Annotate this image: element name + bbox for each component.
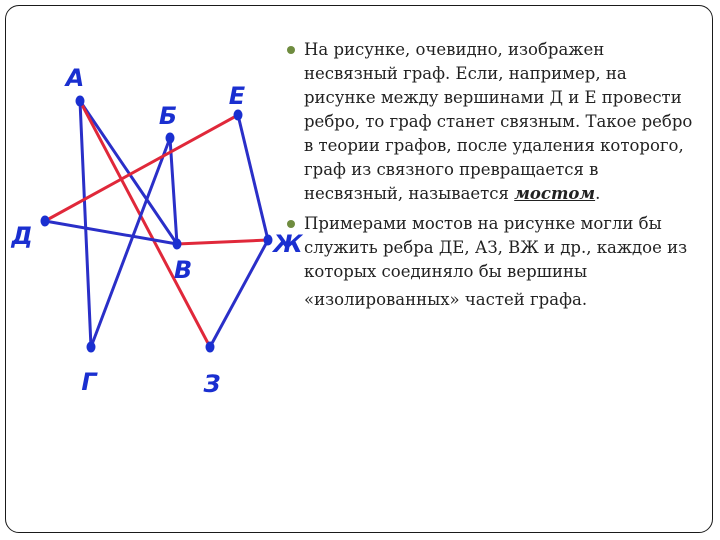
vertex-d — [41, 216, 50, 227]
text-block — [287, 38, 702, 316]
bullet-icon — [287, 220, 295, 228]
vertex-e — [234, 110, 243, 121]
vertex-zh — [264, 235, 273, 246]
edge-e-d — [45, 115, 238, 221]
vertex-label-d: Д — [11, 222, 33, 250]
edge-e-zh — [238, 115, 268, 240]
vertex-b — [166, 133, 175, 144]
vertex-v — [173, 239, 182, 250]
edge-d-v — [45, 221, 177, 244]
vertex-label-a: А — [65, 64, 85, 92]
bullet-item-examples — [287, 212, 702, 316]
graph-diagram — [0, 0, 303, 410]
edge-v-zh — [177, 240, 268, 244]
bullet-icon — [287, 46, 295, 54]
vertex-z — [206, 342, 215, 353]
bullet-item-definition — [287, 38, 702, 206]
edge-b-g — [91, 138, 170, 347]
bullet-definition-end: . — [595, 184, 601, 203]
bullet-definition-text: На рисунке, очевидно, изображен несвязный граф. Если, например, на рисунке между вершинами Д и Е провести ребро, то граф станет связным. Такое ребро в теории графов, после удаления которого, граф из связного превращается в несвязный, называется — [304, 40, 693, 203]
edge-a-z — [80, 101, 210, 347]
vertex-label-b: Б — [158, 102, 178, 130]
vertex-label-z: З — [203, 370, 221, 398]
edge-b-v — [170, 138, 177, 244]
bullet-examples-end: . — [581, 290, 588, 309]
vertex-a — [76, 96, 85, 107]
bullet-examples-tail: «изолированных» частей графа — [304, 290, 582, 309]
vertex-label-g: Г — [81, 368, 97, 396]
vertex-label-zh: Ж — [273, 230, 303, 258]
vertex-g — [87, 342, 96, 353]
bridge-term: мостом — [514, 184, 596, 203]
edge-zh-z — [210, 240, 268, 347]
vertex-label-v: В — [173, 256, 193, 284]
bullet-examples-text: Примерами мостов на рисунке могли бы служить ребра ДЕ, АЗ, ВЖ и др., каждое из которых соединяло бы вершины — [304, 214, 688, 281]
vertex-label-e: Е — [228, 82, 246, 110]
edge-a-g — [80, 101, 91, 347]
